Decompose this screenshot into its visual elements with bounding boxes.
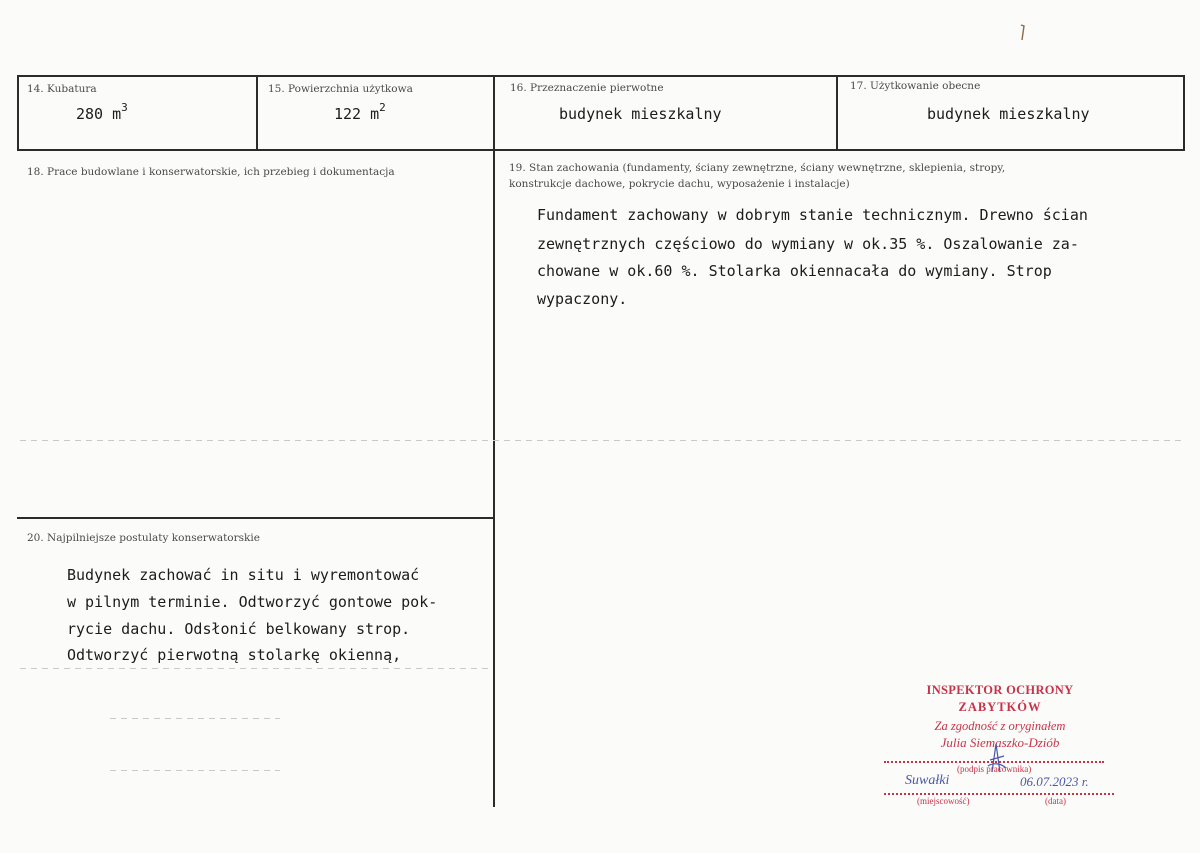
field-15-label: 15. Powierzchnia użytkowa	[268, 83, 413, 95]
field-19-text-line: Fundament zachowany w dobrym stanie technicznym. Drewno ścian	[537, 206, 1088, 224]
show-through-line	[110, 770, 280, 771]
col-divider-14-15	[256, 75, 258, 151]
stamp-certification: Za zgodność z oryginałem	[934, 719, 1066, 733]
stamp-signatory: Julia Siemaszko-Dziób	[940, 735, 1060, 750]
left-border	[17, 75, 19, 151]
field-14-label: 14. Kubatura	[27, 83, 97, 95]
col-divider-16-17	[836, 75, 838, 151]
field-14-value-text: 280 m	[76, 105, 122, 123]
field-14-exponent: 3	[121, 101, 128, 114]
place-date-dotted-line	[884, 793, 1114, 795]
show-through-line	[20, 440, 1185, 441]
stamp-title: INSPEKTOR OCHRONY	[926, 683, 1074, 697]
field-19-label-line2: konstrukcje dachowe, pokrycie dachu, wyposażenie i instalacje)	[509, 178, 850, 190]
place-caption: (miejscowość)	[917, 796, 970, 806]
col-divider-15-16	[493, 75, 495, 807]
date-caption: (data)	[1045, 796, 1066, 806]
certification-stamp	[880, 683, 1120, 751]
field-20-text-line: Budynek zachować in situ i wyremontować	[67, 566, 420, 584]
field-16-value: budynek mieszkalny	[559, 105, 722, 123]
field-18-label: 18. Prace budowlane i konserwatorskie, ich przebieg i dokumentacja	[27, 166, 395, 178]
field-20-text-line: w pilnym terminie. Odtworzyć gontowe pok-	[67, 593, 438, 611]
field-20-text-line: Odtworzyć pierwotną stolarkę okienną,	[67, 646, 402, 664]
date-handwritten: 06.07.2023 r.	[1020, 774, 1089, 789]
top-rule	[17, 75, 1185, 77]
field-20-label: 20. Najpilniejsze postulaty konserwatorskie	[27, 532, 260, 544]
field-19-label-line1: 19. Stan zachowania (fundamenty, ściany zewnętrzne, ściany wewnętrzne, sklepienia, stropy,	[509, 162, 1006, 174]
stamp-subtitle: ZABYTKÓW	[958, 700, 1042, 714]
field-17-value: budynek mieszkalny	[927, 105, 1090, 123]
signature-dotted-line	[884, 761, 1104, 763]
show-through-line	[110, 718, 280, 719]
signature-caption: (podpis pracownika)	[957, 764, 1032, 774]
field-19-text-line: wypaczony.	[537, 290, 628, 308]
corner-pencil-mark	[1018, 24, 1028, 42]
place-handwritten: Suwałki	[905, 773, 950, 788]
field-14-value	[76, 100, 128, 129]
field-15-exponent: 2	[379, 101, 386, 114]
field-17-label: 17. Użytkowanie obecne	[850, 80, 981, 92]
field-19-text-line: chowane w ok.60 %. Stolarka okiennacała do wymiany. Strop	[537, 262, 1052, 280]
field-15-value	[334, 100, 386, 129]
field-16-label: 16. Przeznaczenie pierwotne	[510, 82, 664, 94]
field-15-value-text: 122 m	[334, 105, 380, 123]
right-border	[1183, 75, 1185, 151]
field-19-text-line: zewnętrznych częściowo do wymiany w ok.35 %. Oszalowanie za-	[537, 235, 1079, 253]
field-20-text-line: rycie dachu. Odsłonić belkowany strop.	[67, 620, 411, 638]
col18-divider	[17, 517, 493, 519]
row-divider	[17, 149, 1185, 151]
